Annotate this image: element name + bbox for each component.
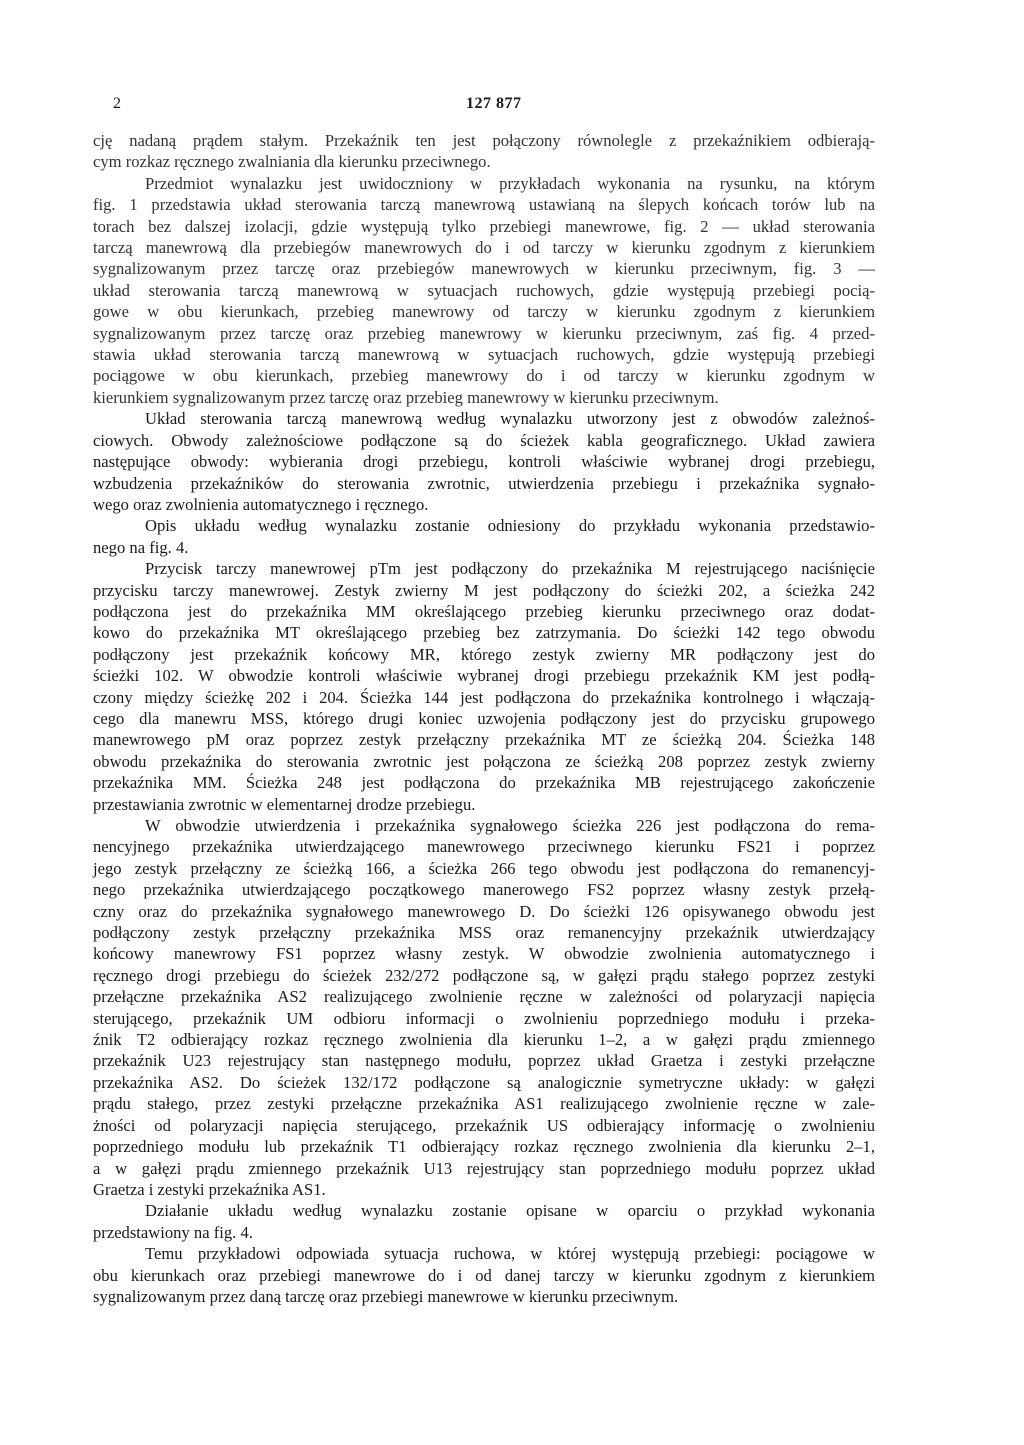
text-line: przekaźnika AS2. Do ścieżek 132/172 podłączone są analogicznie symetryczne układy: w gałęzi: [93, 1072, 875, 1092]
text-line: żności od polaryzacji napięcia sterującego, przekaźnik US odbierający informację o zwolnieniu: [93, 1115, 875, 1135]
text-line: kowo do przekaźnika MT określającego przebieg bez zatrzymania. Do ścieżki 142 tego obwodu: [93, 623, 875, 643]
paragraph: [93, 558, 875, 815]
text-line: układ sterowania tarczą manewrową w sytuacjach ruchowych, gdzie występują przebiegi pocią-: [93, 280, 875, 300]
text-line: Przedmiot wynalazku jest uwidoczniony w przykładach wykonania na rysunku, na którym: [145, 173, 875, 193]
text-line: przekaźnika MM. Ścieżka 248 jest podłączona do przekaźnika MB rejestrującego zakończenie: [93, 773, 875, 793]
text-line: obwodu przekaźnika do sterowania zwrotnic jest połączona ze ścieżką 208 poprzez zestyk zwierny: [93, 751, 875, 771]
paragraph: [93, 408, 875, 515]
text-line: Przycisk tarczy manewrowej pTm jest podłączony do przekaźnika M rejestrującego naciśnięcie: [145, 559, 875, 579]
text-line: sygnalizowanym przez daną tarczę oraz przebiegi manewrowe w kierunku przeciwnym.: [93, 1286, 679, 1306]
text-line: sygnalizowanym przez tarczę oraz przebiegów manewrowych w kierunku przeciwnym, fig. 3 —: [93, 259, 875, 279]
text-line: nego przekaźnika utwierdzającego początkowego manerowego FS2 poprzez własny zestyk przełą-: [93, 880, 875, 900]
text-line: fig. 1 przedstawia układ sterowania tarczą manewrową ustawianą na ślepych końcach torów lub na: [93, 195, 875, 215]
text-line: przełączne przekaźnika AS2 realizującego zwolnienie ręczne w zależności od polaryzacji napięcia: [93, 987, 875, 1007]
text-line: sygnalizowanym przez tarczę oraz przebieg manewrowy w kierunku przeciwnym, zaś fig. 4 przed-: [93, 323, 875, 343]
text-line: cego dla manewru MSS, którego drugi koniec uzwojenia podłączony jest do przycisku grupowego: [93, 708, 875, 728]
text-line: gowe w obu kierunkach, przebieg manewrowy od tarczy w kierunku zgodnym z kierunkiem: [93, 302, 875, 322]
text-line: tarczą manewrową dla przebiegów manewrowych do i od tarczy w kierunku zgodnym z kierunkiem: [93, 238, 875, 258]
paragraph: [93, 1243, 875, 1307]
text-line: cję nadaną prądem stałym. Przekaźnik ten jest połączony równolegle z przekaźnikiem odbierają-: [93, 131, 875, 150]
text-line: końcowy manewrowy FS1 poprzez własny zestyk. W obwodzie zwolnienia automatycznego i: [93, 944, 875, 964]
text-line: nego na fig. 4.: [93, 537, 189, 557]
text-line: Graetza i zestyki przekaźnika AS1.: [93, 1179, 326, 1199]
text-line: pociągowe w obu kierunkach, przebieg manewrowy do i od tarczy w kierunku zgodnym w: [93, 366, 875, 386]
document-body: [93, 130, 875, 1307]
text-line: ręcznego drogi przebiegu do ścieżek 232/272 podłączone są, w gałęzi prądu stałego poprzez zestyki: [93, 965, 875, 985]
text-line: a w gałęzi prądu zmiennego przekaźnik U13 rejestrujący stan poprzedniego modułu poprzez układ: [93, 1158, 875, 1178]
text-line: wzbudzenia przekaźników do sterowania zwrotnic, utwierdzenia przebiegu i przekaźnika sygnało-: [93, 473, 875, 493]
text-line: podłączony jest przekaźnik końcowy MR, którego zestyk zwierny MR podłączony jest do: [93, 644, 875, 664]
text-line: kierunkiem sygnalizowanym przez tarczę oraz przebieg manewrowy w kierunku przeciwnym.: [93, 387, 719, 407]
text-line: ciowych. Obwody zależnościowe podłączone są do ścieżek kabla geograficznego. Układ zawiera: [93, 430, 875, 450]
text-line: sterującego, przekaźnik UM odbioru informacji o zwolnieniu poprzedniego modułu i przeka-: [93, 1008, 875, 1028]
text-line: nencyjnego przekaźnika utwierdzającego manewrowego przeciwnego kierunku FS21 i poprzez: [93, 837, 875, 857]
text-line: czony między ścieżkę 202 i 204. Ścieżka 144 jest podłączona do przekaźnika kontrolnego i włączają-: [93, 687, 875, 707]
text-line: obu kierunkach oraz przebiegi manewrowe do i od danej tarczy w kierunku zgodnym z kierunkiem: [93, 1265, 875, 1285]
text-line: manewrowego pM oraz poprzez zestyk przełączny przekaźnika MT ze ścieżką 204. Ścieżka 148: [93, 730, 875, 750]
paragraph: [93, 130, 875, 173]
text-line: podłączona jest do przekaźnika MM określającego przebieg kierunku przeciwnego oraz dodat-: [93, 601, 875, 621]
text-line: stawia układ sterowania tarczą manewrową w sytuacjach ruchowych, gdzie występują przebiegi: [93, 345, 875, 365]
text-line: źnik T2 odbierający rozkaz ręcznego zwolnienia dla kierunku 1–2, a w gałęzi prądu zmiennego: [93, 1030, 875, 1050]
text-line: przycisku tarczy manewrowej. Zestyk zwierny M jest podłączony do ścieżki 202, a ścieżka 242: [93, 580, 875, 600]
text-line: Działanie układu według wynalazku zostanie opisane w oparciu o przykład wykonania: [145, 1201, 875, 1221]
text-line: podłączony zestyk przełączny przekaźnika MSS oraz remanencyjny przekaźnik utwierdzający: [93, 923, 875, 943]
text-line: torach bez dalszej izolacji, gdzie występują tylko przebiegi manewrowe, fig. 2 — układ sterowania: [93, 216, 875, 236]
paragraph: [93, 815, 875, 1200]
text-line: przedstawiony na fig. 4.: [93, 1222, 253, 1242]
text-line: W obwodzie utwierdzenia i przekaźnika sygnałowego ścieżka 226 jest podłączona do rema-: [145, 816, 875, 835]
page-number: 2: [113, 95, 121, 112]
text-line: przekaźnik U23 rejestrujący stan następnego modułu, poprzez układ Graetza i zestyki przełączne: [93, 1051, 875, 1071]
text-line: poprzedniego modułu lub przekaźnik T1 odbierający rozkaz ręcznego zwolnienia dla kierunku 2–1,: [93, 1137, 875, 1157]
text-line: prądu stałego, przez zestyki przełączne przekaźnika AS1 realizującego zwolnienie ręczne w zale-: [93, 1094, 875, 1114]
text-line: czny oraz do przekaźnika sygnałowego manewrowego D. Do ścieżki 126 opisywanego obwodu jest: [93, 901, 875, 921]
patent-number: 127 877: [466, 95, 522, 112]
text-line: Układ sterowania tarczą manewrową według wynalazku utworzony jest z obwodów zależnoś-: [145, 409, 875, 429]
paragraph: [93, 1200, 875, 1243]
text-line: Opis układu według wynalazku zostanie odniesiony do przykładu wykonania przedstawio-: [145, 516, 875, 536]
text-line: wego oraz zwolnienia automatycznego i ręcznego.: [93, 494, 429, 514]
text-line: przestawiania zwrotnic w elementarnej drodze przebiegu.: [93, 794, 476, 814]
text-line: Temu przykładowi odpowiada sytuacja ruchowa, w której występują przebiegi: pociągowe w: [145, 1244, 875, 1264]
paragraph: [93, 515, 875, 558]
text-line: ścieżki 102. W obwodzie kontroli właściwie wybranej drogi przebiegu przekaźnik KM jest podłą-: [93, 666, 875, 686]
text-line: następujące obwody: wybierania drogi przebiegu, kontroli właściwie wybranej drogi przebiegu,: [93, 452, 875, 472]
text-line: cym rozkaz ręcznego zwalniania dla kierunku przeciwnego.: [93, 152, 491, 172]
text-line: jego zestyk przełączny ze ścieżką 166, a ścieżka 266 tego obwodu jest podłączona do remanencyj-: [93, 858, 875, 878]
paragraph: [93, 173, 875, 408]
